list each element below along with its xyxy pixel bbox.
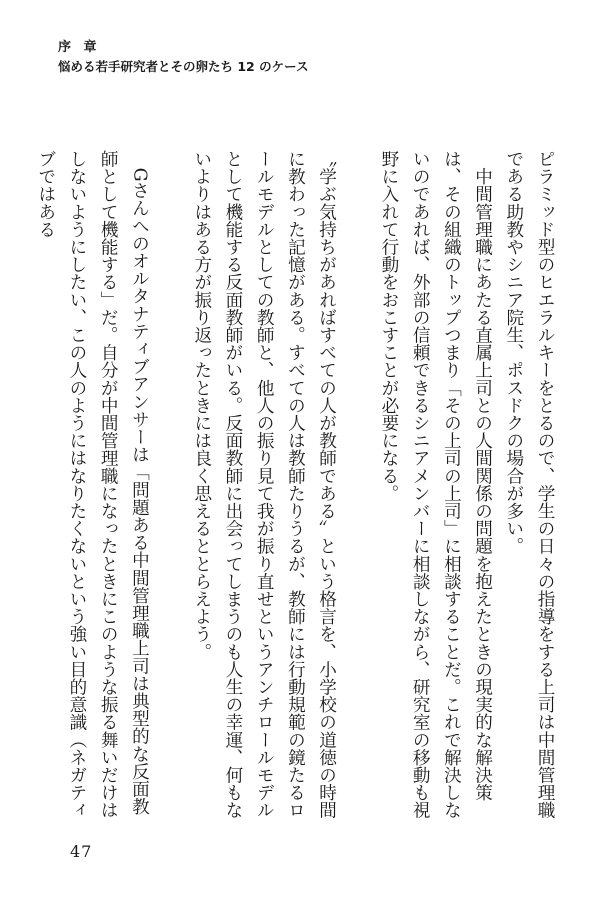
chapter-title: 序 章: [58, 40, 101, 55]
chapter-subtitle: 悩める若手研究者とその卵たち 12 のケース: [58, 59, 309, 74]
paragraph-2: 中間管理職にあたる直属上司との人間関係の問題を抱えたときの現実的な解決策は、その組織のトップつまり「その上司の上司」に相談することだ。これで解決しないのであれば、外部の信頼できるシニアメンバーに相談しながら、研究室の移動も視野に入れて行動をおこすことが必要になる。: [378, 150, 493, 819]
page-number: 47: [70, 842, 93, 861]
paragraph-3: 〝学ぶ気持ちがあればすべての人が教師である〟という格言を、小学校の道徳の時間に教わった記憶がある。すべての人は教師たりうるが、教師には行動規範の鏡たるロールモデルとしての教師と、他人の振り見て我が振り直せというアンチロールモデルとして機能する反面教師がいる。反面教師に出会ってしまうのも人生の幸運、何もないよりはある方が振り返ったときには良く思えるととらえよう。: [191, 150, 337, 819]
paragraph-4: Gさんへのオルタナティブアンサーは「問題ある中間管理職上司は典型的な反面教師として機能する」だ。自分が中間管理職になったときにこのような振る舞いだけはしないようにしたい、この人のようにはなりたくないという強い目的意識（ネガティブではある: [35, 150, 150, 819]
paragraph-1: ピラミッド型のヒエラルキーをとるので、学生の日々の指導をする上司は中間管理職である助教やシニア院生、ポスドクの場合が多い。: [503, 150, 555, 819]
body-text: [35, 150, 560, 830]
running-head: [58, 40, 308, 76]
paragraph-gap: [154, 150, 185, 830]
paragraph-gap: [342, 150, 373, 830]
